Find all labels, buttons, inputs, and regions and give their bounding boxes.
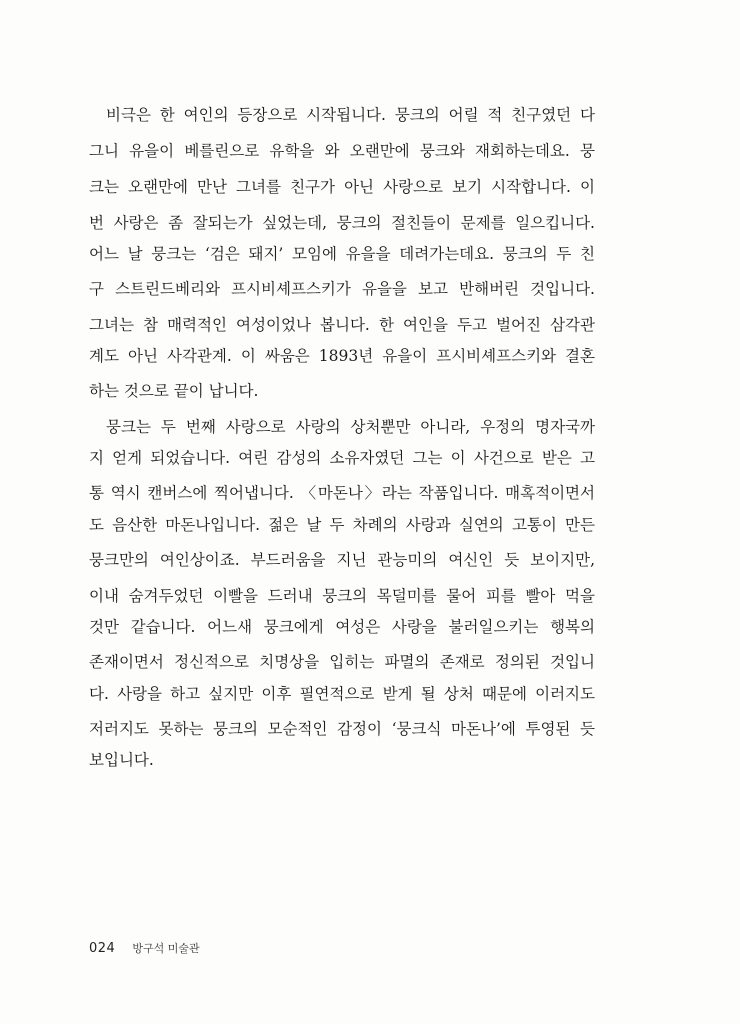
text-line: 다. 사랑을 하고 싶지만 이후 필연적으로 받게 될 상처 때문에 이러지도: [89, 685, 595, 703]
page-number: 024: [89, 941, 116, 956]
page-footer: [89, 937, 200, 957]
text-line: 계도 아닌 사각관계. 이 싸움은 1893년 유을이 프시비셰프스키와 결혼: [89, 347, 595, 365]
text-line: 뭉크만의 여인상이죠. 부드러움을 지닌 관능미의 여신인 듯 보이지만,: [89, 551, 595, 569]
text-line: 통 역시 캔버스에 찍어냅니다. 〈마돈나〉라는 작품입니다. 매혹적이면서: [89, 484, 595, 502]
text-line: 도 음산한 마돈나입니다. 젊은 날 두 차례의 사랑과 실연의 고통이 만든: [89, 516, 595, 534]
text-line: 번 사랑은 좀 잘되는가 싶었는데, 뭉크의 절친들이 문제를 일으킵니다.: [89, 214, 595, 232]
text-line: 보입니다.: [89, 751, 154, 769]
text-line: 그니 유을이 베를린으로 유학을 와 오랜만에 뭉크와 재회하는데요. 뭉: [89, 142, 595, 160]
text-line: 비극은 한 여인의 등장으로 시작됩니다. 뭉크의 어릴 적 친구였던 다: [106, 106, 595, 124]
text-line: 존재이면서 정신적으로 치명상을 입히는 파멸의 존재로 정의된 것입니: [89, 653, 595, 671]
text-line: 구 스트린드베리와 프시비셰프스키가 유을을 보고 반해버린 것입니다.: [89, 280, 595, 298]
text-line: 하는 것으로 끝이 납니다.: [89, 382, 259, 400]
text-line: 그녀는 참 매력적인 여성이었나 봅니다. 한 여인을 두고 벌어진 삼각관: [89, 316, 595, 334]
text-line: 것만 같습니다. 어느새 뭉크에게 여성은 사랑을 불러일으키는 행복의: [89, 618, 595, 636]
text-line: 크는 오랜만에 만난 그녀를 친구가 아닌 사랑으로 보기 시작합니다. 이: [89, 178, 595, 196]
text-line: 지 얻게 되었습니다. 여린 감성의 소유자였던 그는 이 사건으로 받은 고: [89, 449, 595, 467]
text-line: 저러지도 못하는 뭉크의 모순적인 감정이 ‘뭉크식 마돈나’에 투영된 듯: [89, 720, 595, 738]
text-line: 이내 숨겨두었던 이빨을 드러내 뭉크의 목덜미를 물어 피를 빨아 먹을: [89, 587, 595, 605]
text-line: 뭉크는 두 번째 사랑으로 사랑의 상처뿐만 아니라, 우정의 명자국까: [106, 418, 595, 436]
book-title: 방구석 미술관: [132, 942, 200, 955]
text-line: 어느 날 뭉크는 ‘검은 돼지’ 모임에 유을을 데려가는데요. 뭉크의 두 친: [89, 245, 595, 263]
